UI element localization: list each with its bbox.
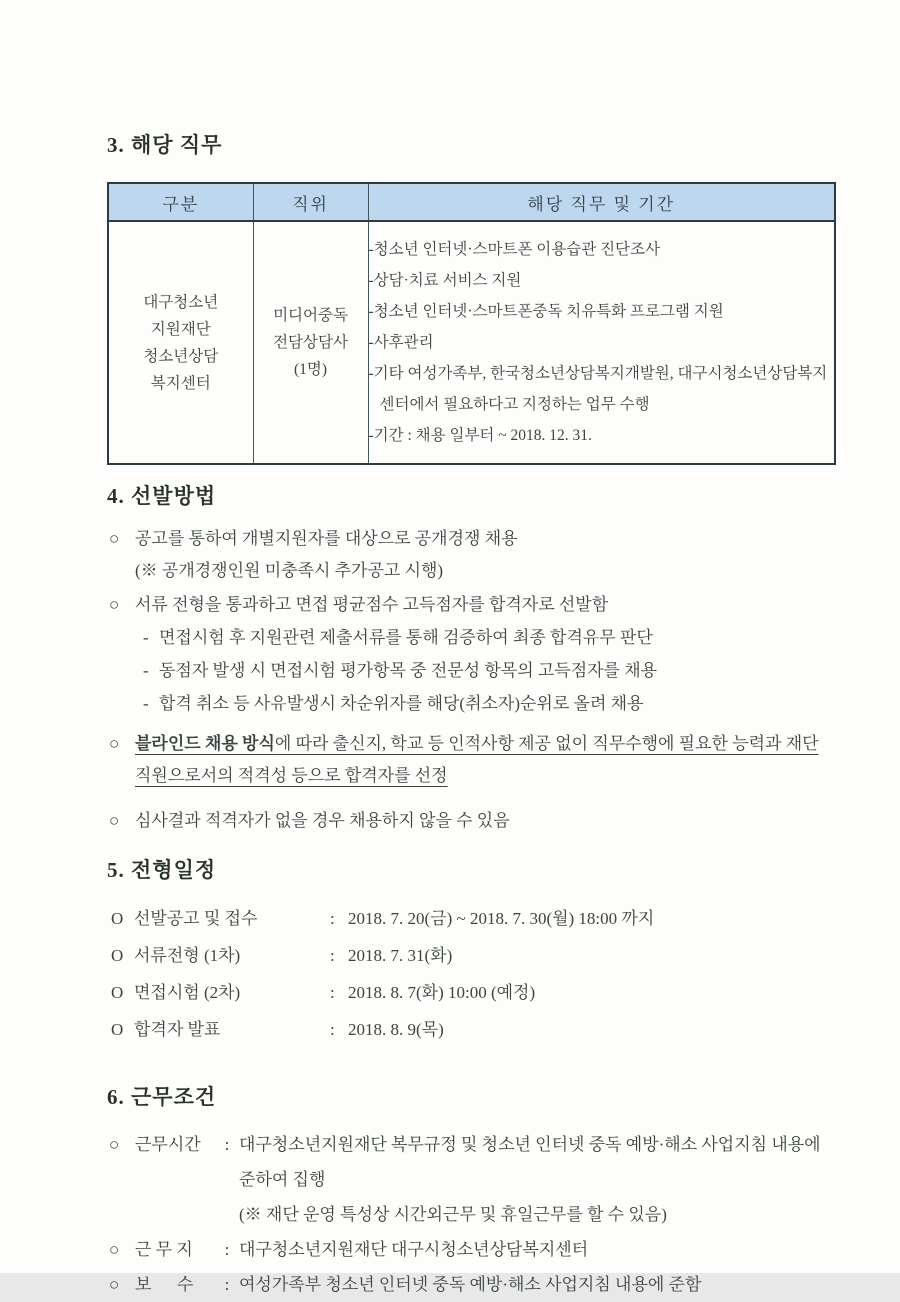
condition-label: 보 수 bbox=[135, 1275, 194, 1294]
list-item-text: 서류 전형을 통과하고 면접 평균점수 고득점자를 합격자로 선발함 bbox=[135, 595, 609, 614]
duty-item: -청소년 인터넷·스마트폰중독 치유특화 프로그램 지원 bbox=[368, 303, 724, 320]
list-item-note: (※ 공개경쟁인원 미충족시 추가공고 시행) bbox=[135, 561, 444, 580]
sub-list-item bbox=[135, 687, 836, 720]
org-line: 복지센터 bbox=[150, 374, 211, 392]
duty-table-header-row bbox=[108, 183, 835, 221]
duty-item: -기타 여성가족부, 한국청소년상담복지개발원, 대구시청소년상담복지센터에서 필요하다고 지정하는 업무 수행 bbox=[368, 365, 828, 413]
sub-list-item bbox=[135, 654, 836, 687]
org-line: 청소년상담 bbox=[143, 347, 219, 365]
circle-bullet-icon: ○ bbox=[109, 529, 120, 548]
circle-bullet-icon: ○ bbox=[109, 734, 120, 753]
schedule-row bbox=[107, 974, 836, 1011]
list-item bbox=[107, 589, 836, 720]
circle-bullet-icon: ○ bbox=[109, 811, 120, 830]
colon-separator: : bbox=[330, 1020, 335, 1039]
condition-label: 근 무 지 bbox=[135, 1240, 193, 1259]
schedule-row bbox=[107, 937, 836, 974]
cell-organization bbox=[108, 221, 253, 464]
duty-item: -상담·치료 서비스 지원 bbox=[368, 272, 522, 289]
org-line: 지원재단 bbox=[150, 320, 211, 338]
circle-bullet-icon: ○ bbox=[109, 1240, 120, 1259]
colon-separator: : bbox=[330, 946, 335, 965]
list-item-body bbox=[135, 523, 836, 587]
duty-table-body bbox=[108, 221, 835, 464]
oval-bullet-icon: O bbox=[111, 909, 124, 928]
colon-separator: : bbox=[224, 1135, 230, 1154]
dash-bullet-icon: - bbox=[143, 628, 149, 647]
circle-bullet-icon: ○ bbox=[109, 1275, 120, 1294]
oval-bullet-icon: O bbox=[111, 983, 124, 1002]
section6-title: 6. 근무조건 bbox=[107, 1085, 217, 1109]
sub-list-item-text: 합격 취소 등 사유발생시 차순위자를 해당(취소자)순위로 올려 채용 bbox=[159, 694, 644, 713]
duty-item: -기간 : 채용 일부터 ~ 2018. 12. 31. bbox=[368, 427, 592, 444]
sub-list-item-text: 면접시험 후 지원관련 제출서류를 통해 검증하여 최종 합격유무 판단 bbox=[159, 628, 653, 647]
oval-bullet-icon: O bbox=[111, 1020, 124, 1039]
col-header-position: 직위 bbox=[253, 183, 368, 221]
schedule-label: 서류전형 (1차) bbox=[134, 946, 241, 965]
table-row bbox=[108, 221, 835, 464]
cell-duties bbox=[368, 221, 835, 464]
blind-hiring-rest-text: 에 따라 출신지, 학교 등 인적사항 제공 없이 직무수행에 필요한 능력과 재단 직원으로서의 적격성 등으로 합격자를 선정 bbox=[135, 734, 819, 785]
list-item-body bbox=[135, 589, 836, 720]
duty-table-header bbox=[108, 183, 835, 221]
org-line: 대구청소년 bbox=[143, 293, 219, 311]
condition-note: (※ 재단 운영 특성상 시간외근무 및 휴일근무를 할 수 있음) bbox=[239, 1205, 667, 1224]
col-header-category: 구분 bbox=[108, 183, 253, 221]
colon-separator: : bbox=[224, 1240, 230, 1259]
section5-title: 5. 전형일정 bbox=[107, 858, 217, 882]
col-header-duty-period: 해당 직무 및 기간 bbox=[368, 183, 835, 221]
list-item bbox=[107, 523, 836, 587]
circle-bullet-icon: ○ bbox=[109, 1135, 120, 1154]
cell-position bbox=[253, 221, 368, 464]
condition-value: 대구청소년지원재단 복무규정 및 청소년 인터넷 중독 예방·해소 사업지침 내용에 준하여 집행 bbox=[239, 1135, 821, 1189]
sub-list-item bbox=[135, 621, 836, 654]
condition-row bbox=[107, 1267, 836, 1302]
blind-hiring-bold-text: 블라인드 채용 방식 bbox=[135, 734, 275, 753]
condition-value: 대구청소년지원재단 대구시청소년상담복지센터 bbox=[239, 1240, 589, 1259]
condition-row bbox=[107, 1232, 836, 1267]
dash-bullet-icon: - bbox=[143, 661, 149, 680]
list-item-text: 공고를 통하여 개별지원자를 대상으로 공개경쟁 채용 bbox=[135, 529, 518, 548]
circle-bullet-icon: ○ bbox=[109, 595, 120, 614]
schedule-row bbox=[107, 900, 836, 937]
schedule-list bbox=[107, 900, 836, 1048]
schedule-label: 합격자 발표 bbox=[134, 1020, 221, 1039]
work-conditions-list bbox=[107, 1127, 836, 1302]
colon-separator: : bbox=[224, 1275, 230, 1294]
schedule-row bbox=[107, 1011, 836, 1048]
condition-row bbox=[107, 1127, 836, 1232]
colon-separator: : bbox=[330, 909, 335, 928]
schedule-value: 2018. 7. 31(화) bbox=[348, 946, 453, 965]
condition-value: 여성가족부 청소년 인터넷 중독 예방·해소 사업지침 내용에 준함 bbox=[239, 1275, 702, 1294]
duty-item: -사후관리 bbox=[368, 334, 434, 351]
list-item-text: 심사결과 적격자가 없을 경우 채용하지 않을 수 있음 bbox=[135, 811, 510, 830]
section3-title: 3. 해당 직무 bbox=[107, 133, 223, 157]
pos-line: 전담상담사 bbox=[273, 334, 348, 351]
dash-bullet-icon: - bbox=[143, 694, 149, 713]
blind-hiring-statement bbox=[135, 728, 836, 792]
list-item bbox=[107, 805, 836, 837]
duty-item: -청소년 인터넷·스마트폰 이용습관 진단조사 bbox=[368, 241, 660, 258]
schedule-label: 면접시험 (2차) bbox=[134, 983, 241, 1002]
schedule-label: 선발공고 및 접수 bbox=[134, 909, 258, 928]
sub-list-item-text: 동점자 발생 시 면접시험 평가항목 중 전문성 항목의 고득점자를 채용 bbox=[159, 661, 658, 680]
selection-method-list bbox=[107, 523, 836, 837]
section4-title: 4. 선발방법 bbox=[107, 484, 217, 508]
duty-table bbox=[107, 182, 836, 465]
oval-bullet-icon: O bbox=[111, 946, 124, 965]
pos-line: 미디어중독 bbox=[273, 307, 348, 324]
condition-label: 근무시간 bbox=[135, 1135, 201, 1154]
schedule-value: 2018. 8. 7(화) 10:00 (예정) bbox=[348, 983, 536, 1002]
schedule-value: 2018. 7. 20(금) ~ 2018. 7. 30(월) 18:00 까지 bbox=[348, 909, 655, 928]
colon-separator: : bbox=[330, 983, 335, 1002]
list-item bbox=[107, 728, 836, 792]
pos-line: (1명) bbox=[293, 361, 328, 378]
schedule-value: 2018. 8. 9(목) bbox=[348, 1020, 444, 1039]
condition-value-block bbox=[239, 1127, 836, 1232]
